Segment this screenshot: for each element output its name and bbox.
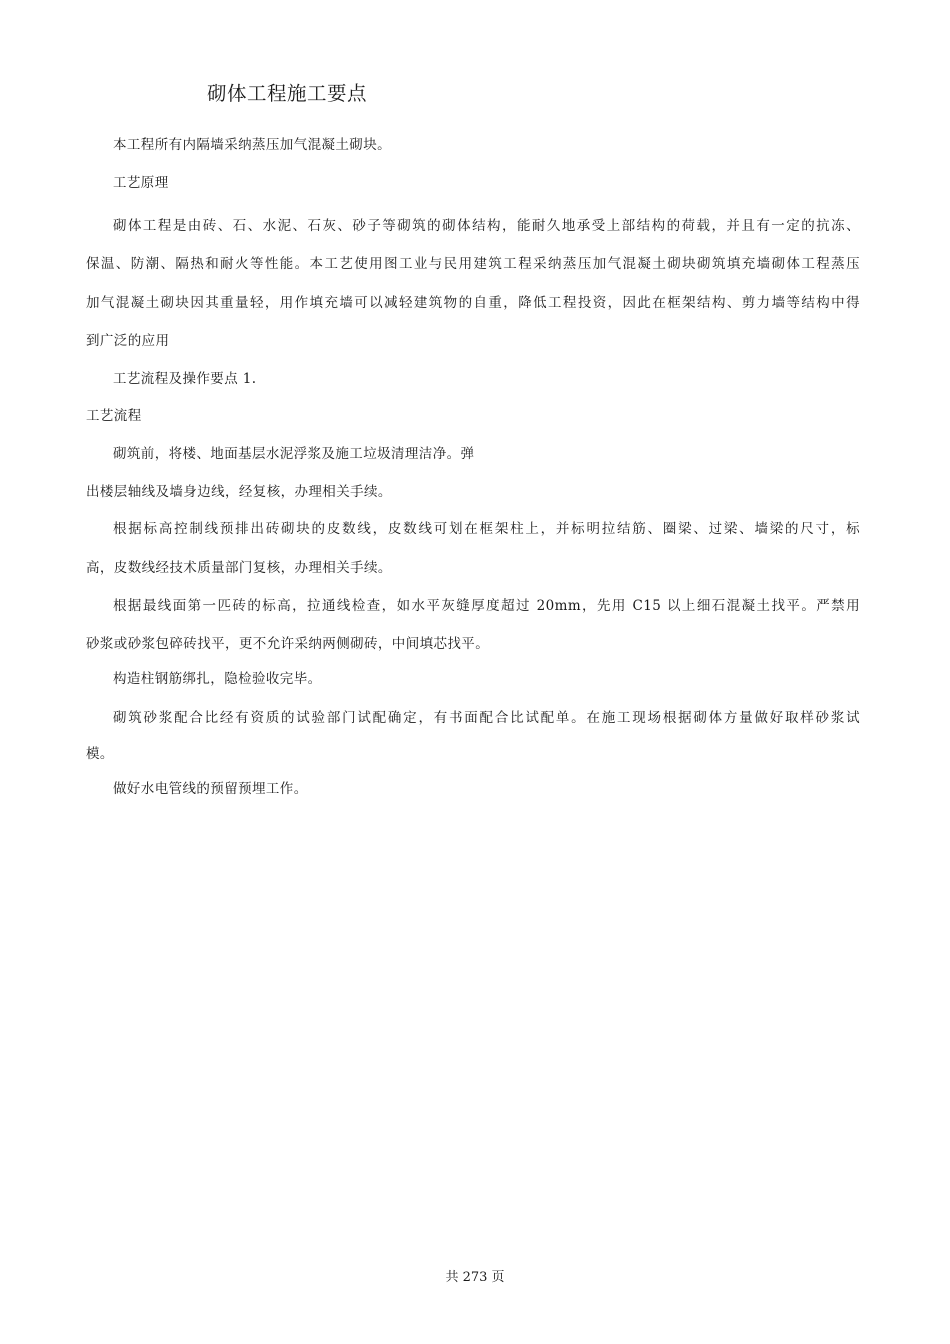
- page-count-footer: 共 273 页: [445, 1270, 505, 1285]
- paragraph-line: 根据标高控制线预排出砖砌块的皮数线，皮数线可划在框架柱上，并标明拉结筋、圈梁、过梁、墙梁的尺寸，标: [113, 521, 860, 537]
- paragraph-line: 砌体工程是由砖、石、水泥、石灰、砂子等砌筑的砌体结构，能耐久地承受上部结构的荷载，并且有一定的抗冻、: [113, 218, 860, 234]
- section-heading: 工艺流程及操作要点 1.: [113, 371, 257, 387]
- section-heading: 工艺原理: [113, 175, 169, 191]
- paragraph-line: 砌筑前，将楼、地面基层水泥浮浆及施工垃圾清理洁净。弹: [113, 446, 475, 462]
- paragraph-line: 根据最线面第一匹砖的标高，拉通线检查，如水平灰缝厚度超过 20mm，先用 C15 以上细石混凝土找平。严禁用: [113, 598, 860, 614]
- paragraph-line: 加气混凝土砌块因其重量轻，用作填充墙可以减轻建筑物的自重，降低工程投资，因此在框架结构、剪力墙等结构中得: [86, 295, 860, 311]
- paragraph-line: 保温、防潮、隔热和耐火等性能。本工艺使用图工业与民用建筑工程采纳蒸压加气混凝土砌块砌筑填充墙砌体工程蒸压: [86, 256, 860, 272]
- paragraph-line: 砌筑砂浆配合比经有资质的试验部门试配确定，有书面配合比试配单。在施工现场根据砌体方量做好取样砂浆试: [113, 710, 860, 726]
- paragraph-line: 砂浆或砂浆包碎砖找平，更不允许采纳两侧砌砖，中间填芯找平。: [86, 636, 490, 652]
- paragraph-line: 本工程所有内隔墙采纳蒸压加气混凝土砌块。: [113, 137, 391, 153]
- paragraph-line: 做好水电管线的预留预埋工作。: [113, 781, 308, 797]
- paragraph-line: 构造柱钢筋绑扎，隐检验收完毕。: [113, 671, 322, 687]
- paragraph-line: 出楼层轴线及墙身边线，经复核，办理相关手续。: [86, 484, 392, 500]
- page-title: 砌体工程施工要点: [207, 82, 368, 105]
- paragraph-line: 到广泛的应用: [86, 333, 170, 349]
- paragraph-line: 高，皮数线经技术质量部门复核，办理相关手续。: [86, 560, 392, 576]
- section-heading: 工艺流程: [86, 408, 142, 424]
- paragraph-line: 模。: [86, 746, 114, 762]
